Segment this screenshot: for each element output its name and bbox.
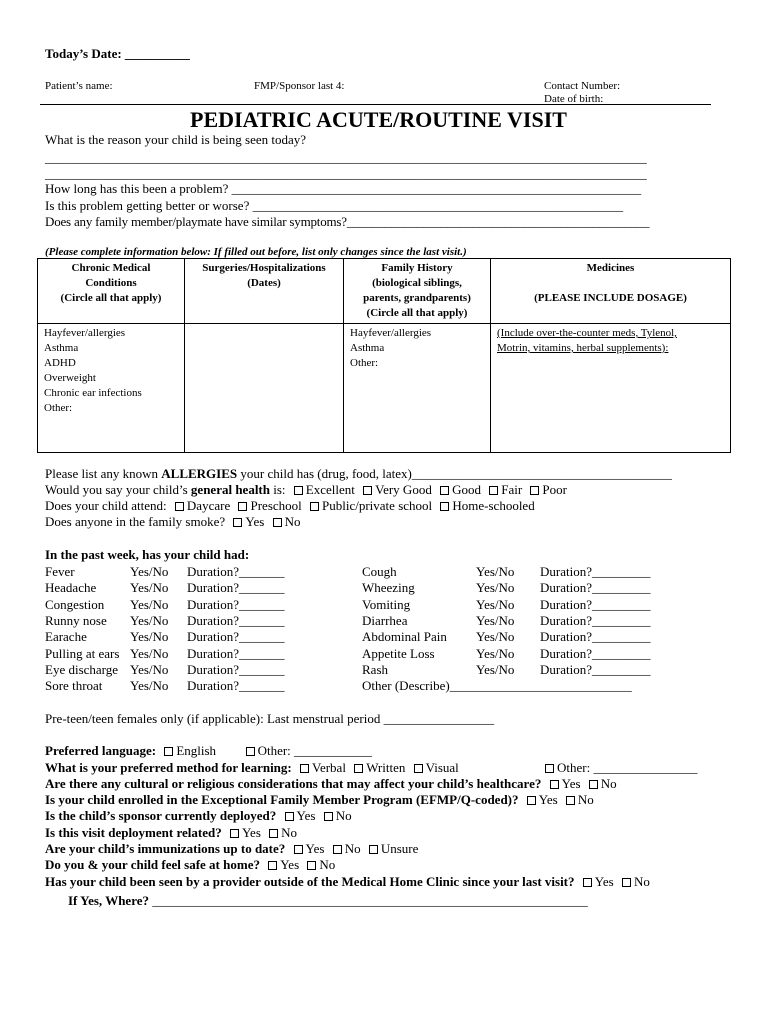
- checkbox-icon[interactable]: [545, 764, 554, 773]
- checkbox-icon[interactable]: [164, 747, 173, 756]
- symptom-name: Runny nose: [45, 612, 107, 628]
- checkbox-icon[interactable]: [566, 796, 575, 805]
- checkbox-icon[interactable]: [175, 502, 184, 511]
- checkbox-icon[interactable]: [230, 829, 239, 838]
- checkbox-icon[interactable]: [307, 861, 316, 870]
- header-chronic-conditions: Chronic Medical Conditions (Circle all that apply): [38, 259, 185, 324]
- family-item[interactable]: Asthma: [350, 342, 385, 354]
- general-health-question: Would you say your child’s general health is: Excellent Very Good Good Fair Poor: [45, 482, 567, 497]
- symptom-name: Rash: [362, 661, 388, 677]
- symptom-duration[interactable]: Duration?_______: [187, 580, 285, 596]
- attend-question: Does your child attend: Daycare Preschool Public/private school Home-schooled: [45, 498, 535, 513]
- date-of-birth-label[interactable]: Date of birth:: [544, 93, 604, 105]
- medicines-cell[interactable]: [491, 324, 731, 453]
- symptom-yes-no[interactable]: Yes/No: [130, 661, 169, 677]
- symptom-duration[interactable]: Duration?_______: [187, 645, 285, 661]
- surgeries-cell[interactable]: [185, 324, 344, 453]
- deployment-related-question: Is this visit deployment related? Yes No: [45, 825, 298, 840]
- better-worse-question[interactable]: Is this problem getting better or worse? _________________________________________________________: [45, 198, 624, 213]
- family-history-cell[interactable]: [344, 324, 491, 453]
- how-long-question[interactable]: How long has this been a problem? _______________________________________________________________: [45, 181, 642, 196]
- symptom-duration[interactable]: Duration?_________: [540, 612, 651, 628]
- reason-answer-line-1[interactable]: ______________________________________________________________________________________________: [45, 150, 647, 165]
- symptom-yes-no[interactable]: Yes/No: [130, 596, 169, 612]
- reason-answer-line-2[interactable]: ______________________________________________________________________________________________: [45, 166, 647, 181]
- symptom-duration[interactable]: Duration?_______: [187, 661, 285, 677]
- symptom-duration[interactable]: Duration?_________: [540, 596, 651, 612]
- todays-date[interactable]: Today’s Date: __________: [45, 46, 190, 61]
- symptom-name: Sore throat: [45, 678, 103, 694]
- symptom-yes-no[interactable]: Yes/No: [476, 661, 515, 677]
- symptom-yes-no[interactable]: Yes/No: [476, 564, 515, 579]
- smoke-question: Does anyone in the family smoke? Yes No: [45, 514, 301, 529]
- checkbox-icon[interactable]: [530, 486, 539, 495]
- checkbox-icon[interactable]: [363, 486, 372, 495]
- checkbox-icon[interactable]: [246, 747, 255, 756]
- chronic-item[interactable]: ADHD: [44, 357, 76, 369]
- menstrual-question[interactable]: Pre-teen/teen females only (if applicable): Last menstrual period _________________: [45, 711, 495, 726]
- safe-at-home-question: Do you & your child feel safe at home? Yes No: [45, 857, 336, 872]
- header-medicines: Medicines (PLEASE INCLUDE DOSAGE): [491, 259, 731, 324]
- checkbox-icon[interactable]: [369, 845, 378, 854]
- learning-method-question: What is your preferred method for learning: Verbal Written Visual: [45, 760, 459, 775]
- language-question: Preferred language: English Other: ____________: [45, 743, 373, 758]
- symptom-duration[interactable]: Duration?_______: [187, 629, 285, 645]
- reason-question: What is the reason your child is being seen today?: [45, 132, 307, 147]
- symptom-other[interactable]: Other (Describe)____________________________: [362, 678, 632, 693]
- immunizations-question: Are your child’s immunizations up to date? Yes No Unsure: [45, 841, 419, 856]
- history-note: (Please complete information below: If filled out before, list only changes since the last visit.): [45, 246, 467, 258]
- symptom-name: Cough: [362, 564, 397, 579]
- allergies-question[interactable]: Please list any known ALLERGIES your child has (drug, food, latex)________________________________________: [45, 466, 672, 481]
- checkbox-icon[interactable]: [354, 764, 363, 773]
- symptom-name: Appetite Loss: [362, 645, 435, 661]
- header-surgeries: Surgeries/Hospitalizations (Dates): [185, 259, 344, 324]
- symptoms-heading: In the past week, has your child had:: [45, 547, 250, 562]
- if-yes-where[interactable]: If Yes, Where? ___________________________________________________________________: [68, 893, 588, 908]
- efmp-question: Is your child enrolled in the Exceptional Family Member Program (EFMP/Q-coded)? Yes No: [45, 792, 594, 807]
- medicine-note: (Include over-the-counter meds, Tylenol, Motrin, vitamins, herbal supplements):: [497, 327, 677, 354]
- checkbox-icon[interactable]: [527, 796, 536, 805]
- symptom-yes-no[interactable]: Yes/No: [476, 629, 515, 645]
- checkbox-icon[interactable]: [269, 829, 278, 838]
- checkbox-icon[interactable]: [294, 845, 303, 854]
- symptom-duration[interactable]: Duration?_______: [187, 678, 285, 694]
- learning-method-other: Other: ________________: [540, 760, 697, 776]
- symptom-name: Diarrhea: [362, 612, 408, 628]
- family-item[interactable]: Hayfever/allergies: [350, 327, 432, 339]
- chronic-item[interactable]: Chronic ear infections: [44, 387, 142, 399]
- symptom-duration[interactable]: Duration?_________: [540, 580, 651, 596]
- checkbox-icon[interactable]: [583, 878, 592, 887]
- checkbox-icon[interactable]: [440, 486, 449, 495]
- symptom-yes-no[interactable]: Yes/No: [130, 645, 169, 661]
- medical-history-table: [37, 258, 731, 453]
- symptom-name: Fever: [45, 564, 75, 579]
- symptom-yes-no[interactable]: Yes/No: [476, 596, 515, 612]
- header-rule: [40, 104, 711, 105]
- symptom-yes-no[interactable]: Yes/No: [130, 612, 169, 628]
- symptom-name: Headache: [45, 580, 97, 596]
- symptom-yes-no[interactable]: Yes/No: [130, 564, 169, 579]
- checkbox-icon[interactable]: [550, 780, 559, 789]
- checkbox-icon[interactable]: [285, 812, 294, 821]
- symptom-name: Eye discharge: [45, 661, 119, 677]
- checkbox-icon[interactable]: [324, 812, 333, 821]
- checkbox-icon[interactable]: [268, 861, 277, 870]
- symptom-duration[interactable]: Duration?_________: [540, 629, 651, 645]
- chronic-item[interactable]: Hayfever/allergies: [44, 327, 126, 339]
- symptom-name: Wheezing: [362, 580, 415, 596]
- checkbox-icon[interactable]: [273, 518, 282, 527]
- checkbox-icon[interactable]: [414, 764, 423, 773]
- symptom-yes-no[interactable]: Yes/No: [476, 580, 515, 596]
- symptom-name: Earache: [45, 629, 87, 645]
- symptom-yes-no[interactable]: Yes/No: [130, 678, 169, 694]
- symptom-name: Abdominal Pain: [362, 629, 447, 645]
- deployed-question: Is the child’s sponsor currently deployed? Yes No: [45, 808, 352, 823]
- symptom-name: Vomiting: [362, 596, 411, 612]
- symptom-yes-no[interactable]: Yes/No: [130, 580, 169, 596]
- contact-number-label[interactable]: Contact Number:: [544, 80, 621, 92]
- page-title: PEDIATRIC ACUTE/ROUTINE VISIT: [190, 107, 567, 132]
- symptom-name: Congestion: [45, 596, 105, 612]
- patient-name-label[interactable]: Patient’s name:: [45, 80, 113, 92]
- symptom-duration[interactable]: Duration?_________: [540, 645, 651, 661]
- chronic-item[interactable]: Asthma: [44, 342, 79, 354]
- checkbox-icon[interactable]: [440, 502, 449, 511]
- checkbox-icon[interactable]: [622, 878, 631, 887]
- chronic-item[interactable]: Other:: [44, 402, 73, 414]
- checkbox-icon[interactable]: [294, 486, 303, 495]
- symptom-yes-no[interactable]: Yes/No: [476, 612, 515, 628]
- symptom-duration[interactable]: Duration?_________: [540, 564, 651, 579]
- checkbox-icon[interactable]: [589, 780, 598, 789]
- symptom-name: Pulling at ears: [45, 645, 120, 661]
- symptom-duration[interactable]: Duration?_______: [187, 596, 285, 612]
- checkbox-icon[interactable]: [489, 486, 498, 495]
- checkbox-icon[interactable]: [238, 502, 247, 511]
- cultural-question: Are there any cultural or religious considerations that may affect your child’s healthcare? Yes No: [45, 776, 617, 791]
- symptom-duration[interactable]: Duration?_______: [187, 564, 285, 579]
- header-family-history: Family History (biological siblings, parents, grandparents) (Circle all that apply): [344, 259, 491, 324]
- checkbox-icon[interactable]: [233, 518, 242, 527]
- checkbox-icon[interactable]: [310, 502, 319, 511]
- symptom-duration[interactable]: Duration?_______: [187, 612, 285, 628]
- outside-provider-question: Has your child been seen by a provider outside of the Medical Home Clinic since your last visit? Yes No: [45, 874, 650, 889]
- fmp-sponsor-label[interactable]: FMP/Sponsor last 4:: [254, 80, 345, 92]
- checkbox-icon[interactable]: [300, 764, 309, 773]
- family-symptoms-question[interactable]: Does any family member/playmate have similar symptoms?________________________________________________: [45, 214, 650, 229]
- chronic-item[interactable]: Overweight: [44, 372, 96, 384]
- symptom-yes-no[interactable]: Yes/No: [476, 645, 515, 661]
- symptom-yes-no[interactable]: Yes/No: [130, 629, 169, 645]
- checkbox-icon[interactable]: [333, 845, 342, 854]
- chronic-conditions-cell[interactable]: [38, 324, 185, 453]
- family-item[interactable]: Other:: [350, 357, 379, 369]
- symptom-duration[interactable]: Duration?_________: [540, 661, 651, 677]
